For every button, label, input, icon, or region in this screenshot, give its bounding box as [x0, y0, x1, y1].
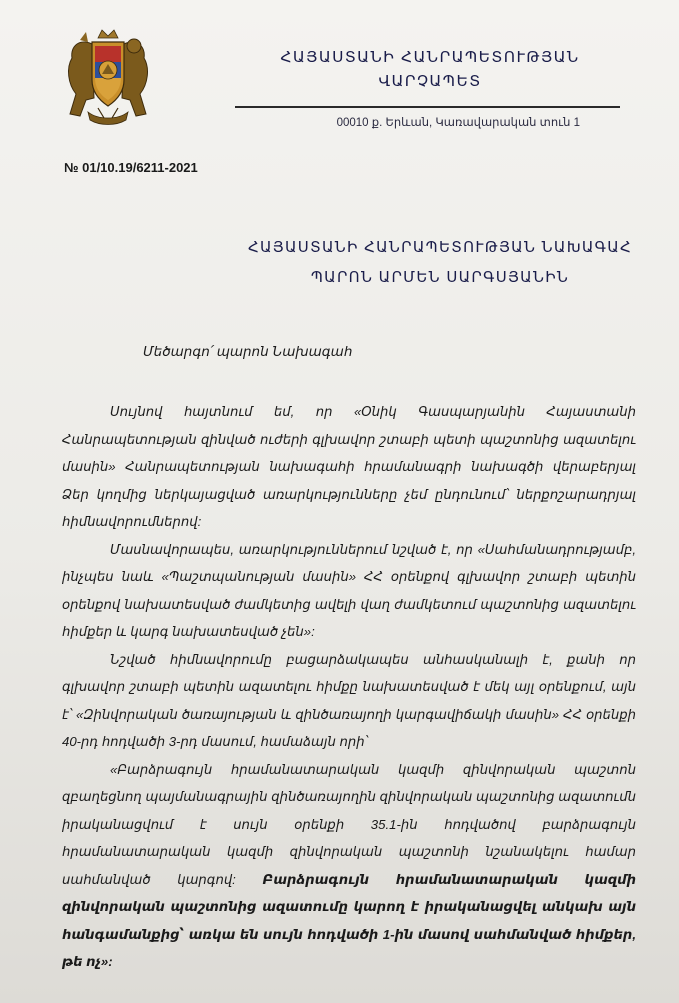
header-divider	[235, 106, 620, 108]
addressee-block	[240, 233, 640, 293]
org-line-2: ՎԱՐՉԱՊԵՏ	[378, 73, 482, 90]
body-paragraph-1: Սույնով հայտնում եմ, որ «Օնիկ Գասպարյանին Հայաստանի Հանրապետության զինված ուժերի գլխավոր շտաբի պետի պաշտոնից ազատելու մասին» Հանրապետության նախագահի հրամանագրի նախագծի վերաբերյալ Ձեր կողմից ներկայացված առարկությունները չեմ ընդունում՝ ներքոշարադրյալ հիմնավորումներով:	[62, 404, 636, 529]
reference-number: № 01/10.19/6211-2021	[64, 160, 198, 175]
armenia-coat-of-arms-icon	[58, 24, 158, 128]
body-paragraph-2: Մասնավորապես, առարկություններում նշված է, որ «Սահմանադրությամբ, ինչպես նաև «Պաշտպանության մասին» ՀՀ օրենքով գլխավոր շտաբի պետին օրենքով նախատեսված ժամկետից ավելի վաղ ժամկետում պաշտոնից ազատելու հիմքեր և կարգ նախատեսված չեն»:	[62, 541, 636, 639]
body-paragraph-3: Նշված հիմնավորումը բացարձակապես անհասկանալի է, քանի որ գլխավոր շտաբի պետին ազատելու հիմքը նախատեսված է մեկ այլ օրենքում, այն է՝ «Զինվորական ծառայության և զինծառայողի կարգավիճակի մասին» ՀՀ օրենքի 40-րդ հոդվածի 3-րդ մասում, համաձայն որի՝	[62, 651, 636, 749]
letter-body	[62, 398, 636, 976]
legal-quote	[62, 756, 636, 976]
addressee-line-1: ՀԱՅԱՍՏԱՆԻ ՀԱՆՐԱՊԵՏՈՒԹՅԱՆ ՆԱԽԱԳԱՀ	[247, 239, 633, 256]
salutation: Մեծարգո՛ պարոն Նախագահ	[143, 344, 353, 359]
quote-bold-text: Բարձրագույն հրամանատարական կազմի զինվորական պաշտոնից ազատումը կարող է իրականացվել անկախ այն հանգամանքից՝ առկա են սույն հոդվածի 1-ին մասով սահմանված հիմքեր, թե ոչ»:	[62, 871, 636, 969]
org-line-1: ՀԱՅԱՍՏԱՆԻ ՀԱՆՐԱՊԵՏՈՒԹՅԱՆ	[280, 49, 580, 66]
addressee-line-2: ՊԱՐՈՆ ԱՐՄԵՆ ՍԱՐԳՍՅԱՆԻՆ	[310, 269, 570, 286]
government-header	[240, 46, 620, 94]
office-address: 00010 ք. Երևան, Կառավարական տուն 1	[336, 117, 580, 129]
quote-text: «Բարձրագույն հրամանատարական կազմի զինվորական պաշտոն զբաղեցնող պայմանագրային զինծառայողին զինվորական պաշտոնից ազատումն իրականացվում է սույն օրենքի 35.1-ին հոդվածով բարձրագույն հրամանատարական կազմի զինվորական պաշտոնի նշանակելու համար սահմանված կարգով:	[62, 761, 636, 887]
